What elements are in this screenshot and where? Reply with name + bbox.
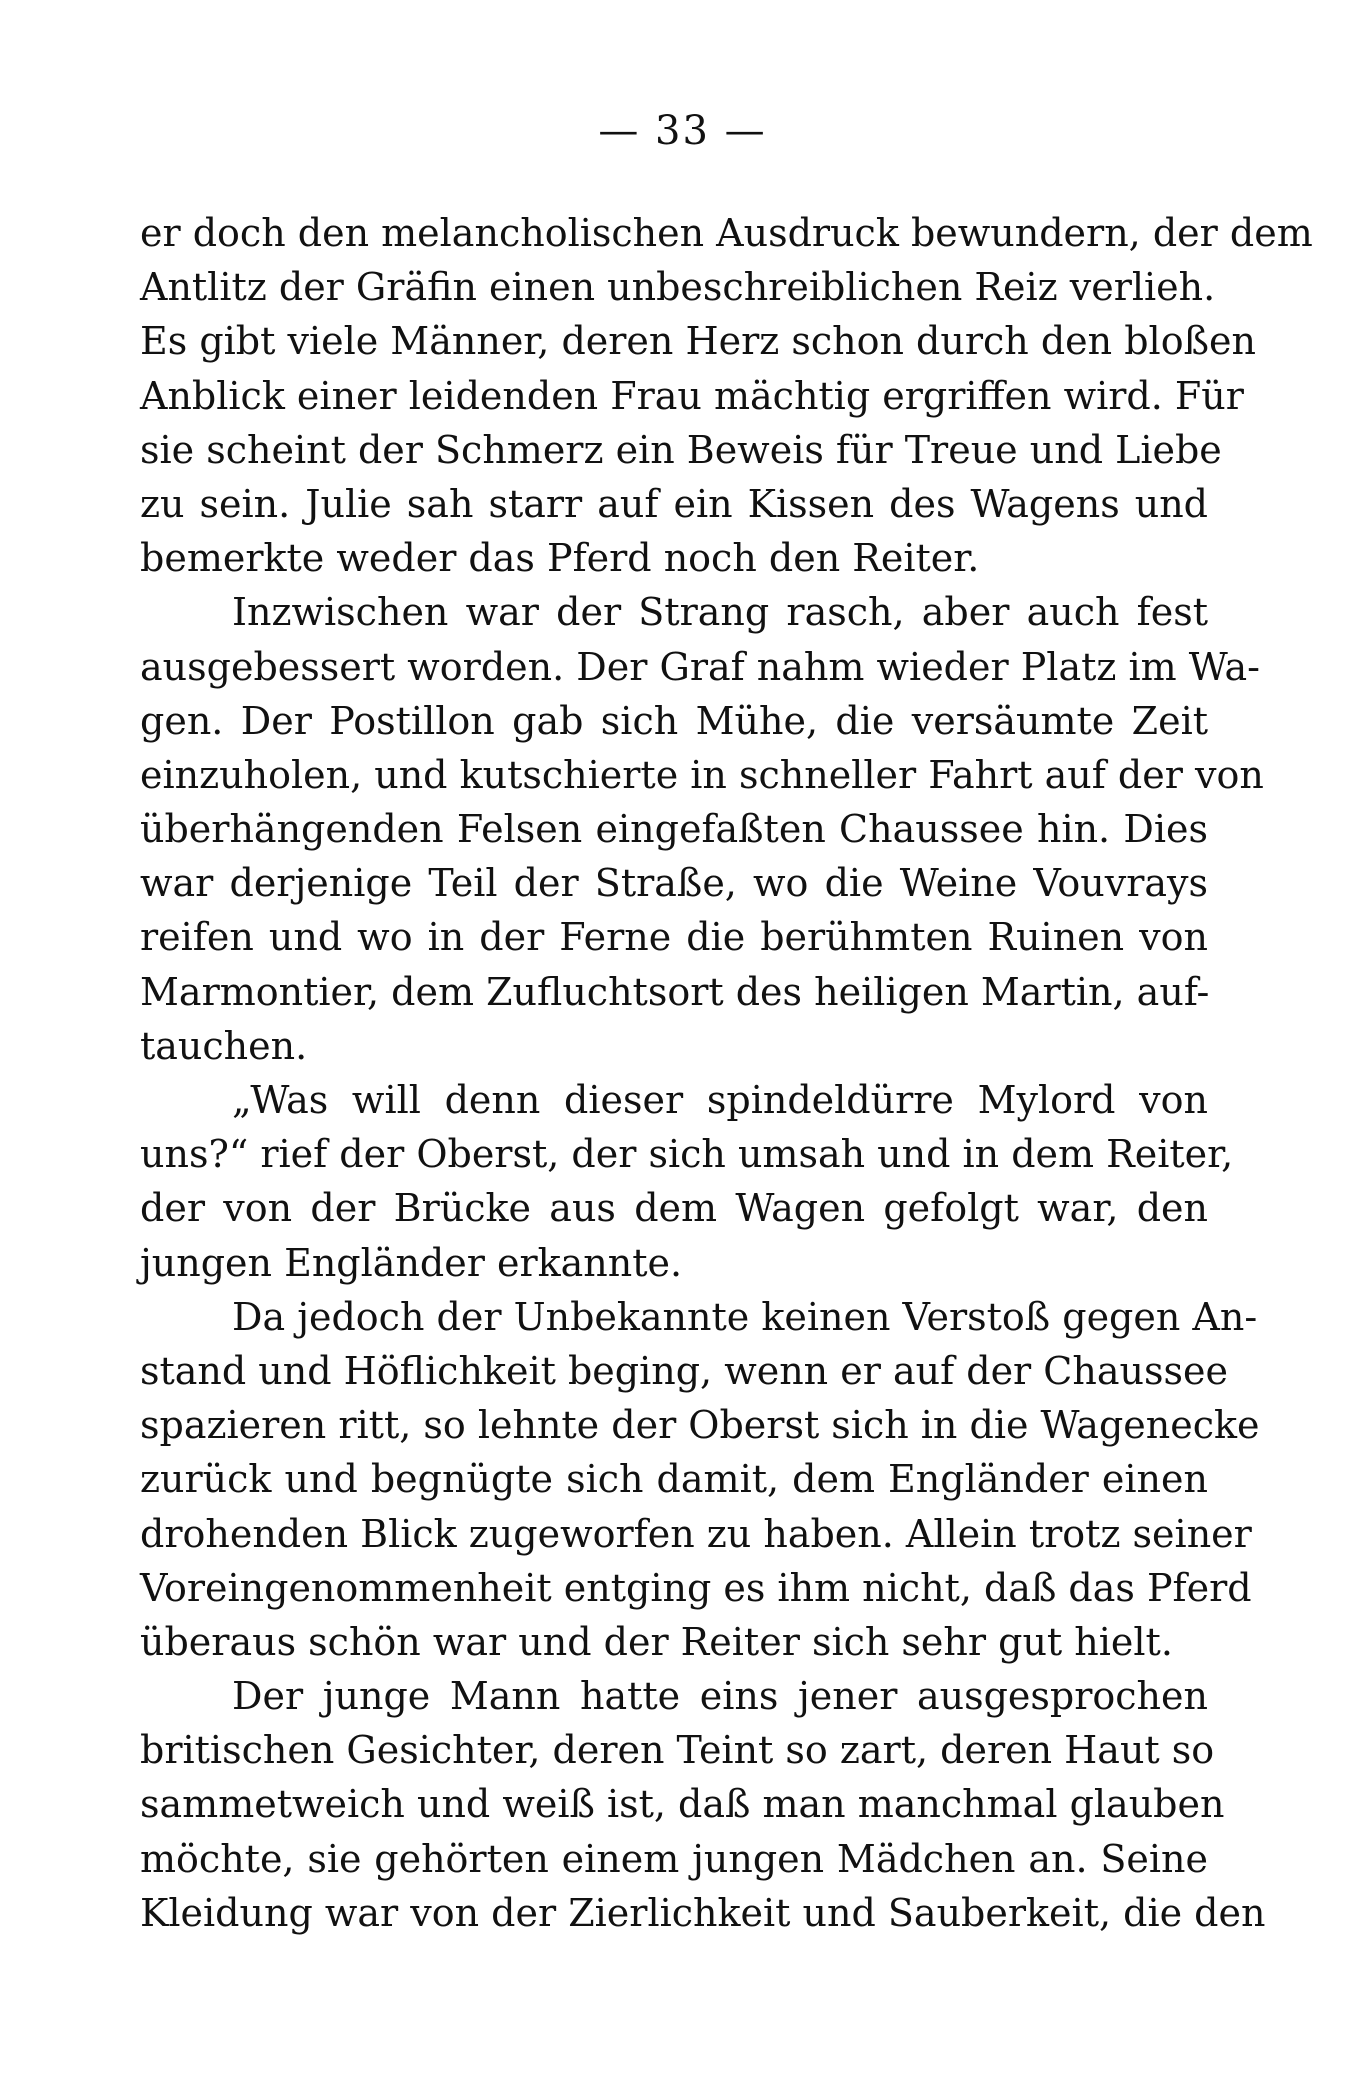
text-line: reifen und wo in der Ferne die berühmten Ruinen von bbox=[140, 915, 1208, 960]
text-line: er doch den melancholischen Ausdruck bewundern, der dem bbox=[140, 211, 1313, 255]
text-line: sammetweich und weiß ist, daß man manchmal glauben bbox=[140, 1782, 1225, 1827]
text-line: gen. Der Postillon gab sich Mühe, die versäumte Zeit bbox=[140, 698, 1208, 743]
text-line: drohenden Blick zugeworfen zu haben. Allein trotz seiner bbox=[140, 1511, 1252, 1556]
text-line: Voreingenommenheit entging es ihm nicht, daß das Pferd bbox=[140, 1565, 1252, 1610]
text-line: jungen Engländer erkannte. bbox=[140, 1240, 683, 1285]
text-line: tauchen. bbox=[140, 1023, 308, 1068]
text-line: Inzwischen war der Strang rasch, aber auch fest bbox=[232, 590, 1208, 635]
text-line: möchte, sie gehörten einem jungen Mädchen an. Seine bbox=[140, 1836, 1208, 1881]
text-line: ausgebessert worden. Der Graf nahm wieder Platz im Wa- bbox=[140, 644, 1260, 689]
text-line: zu sein. Julie sah starr auf ein Kissen des Wagens und bbox=[140, 481, 1208, 526]
text-line: Marmontier, dem Zufluchtsort des heiligen Martin, auf- bbox=[140, 969, 1210, 1014]
page-number: — 33 — bbox=[598, 108, 767, 154]
text-line: überaus schön war und der Reiter sich sehr gut hielt. bbox=[140, 1619, 1173, 1664]
text-line: stand und Höflichkeit beging, wenn er auf der Chaussee bbox=[140, 1348, 1228, 1393]
text-line: der von der Brücke aus dem Wagen gefolgt war, den bbox=[140, 1186, 1208, 1231]
text-line: Kleidung war von der Zierlichkeit und Sauberkeit, die den bbox=[140, 1890, 1266, 1935]
text-line: britischen Gesichter, deren Teint so zart, deren Haut so bbox=[140, 1728, 1215, 1773]
text-line: war derjenige Teil der Straße, wo die Weine Vouvrays bbox=[140, 861, 1208, 906]
text-line: Da jedoch der Unbekannte keinen Verstoß gegen An- bbox=[232, 1294, 1258, 1339]
text-line: spazieren ritt, so lehnte der Oberst sich in die Wagenecke bbox=[140, 1403, 1260, 1448]
text-line: Anblick einer leidenden Frau mächtig ergriffen wird. Für bbox=[140, 373, 1244, 418]
text-line: Antlitz der Gräfin einen unbeschreiblichen Reiz verlieh. bbox=[140, 265, 1216, 310]
text-line: einzuholen, und kutschierte in schneller Fahrt auf der von bbox=[140, 752, 1264, 797]
text-line: zurück und begnügte sich damit, dem Engländer einen bbox=[140, 1457, 1208, 1502]
text-line: „Was will denn dieser spindeldürre Mylord von bbox=[232, 1078, 1208, 1122]
text-line: bemerkte weder das Pferd noch den Reiter. bbox=[140, 536, 980, 581]
text-line: sie scheint der Schmerz ein Beweis für Treue und Liebe bbox=[140, 427, 1222, 472]
body-text bbox=[140, 206, 1313, 1940]
text-line: überhängenden Felsen eingefaßten Chaussee hin. Dies bbox=[140, 807, 1208, 852]
text-line: uns?“ rief der Oberst, der sich umsah und in dem Reiter, bbox=[140, 1132, 1234, 1177]
text-line: Es gibt viele Männer, deren Herz schon durch den bloßen bbox=[140, 319, 1256, 364]
text-line: Der junge Mann hatte eins jener ausgesprochen bbox=[232, 1674, 1208, 1719]
